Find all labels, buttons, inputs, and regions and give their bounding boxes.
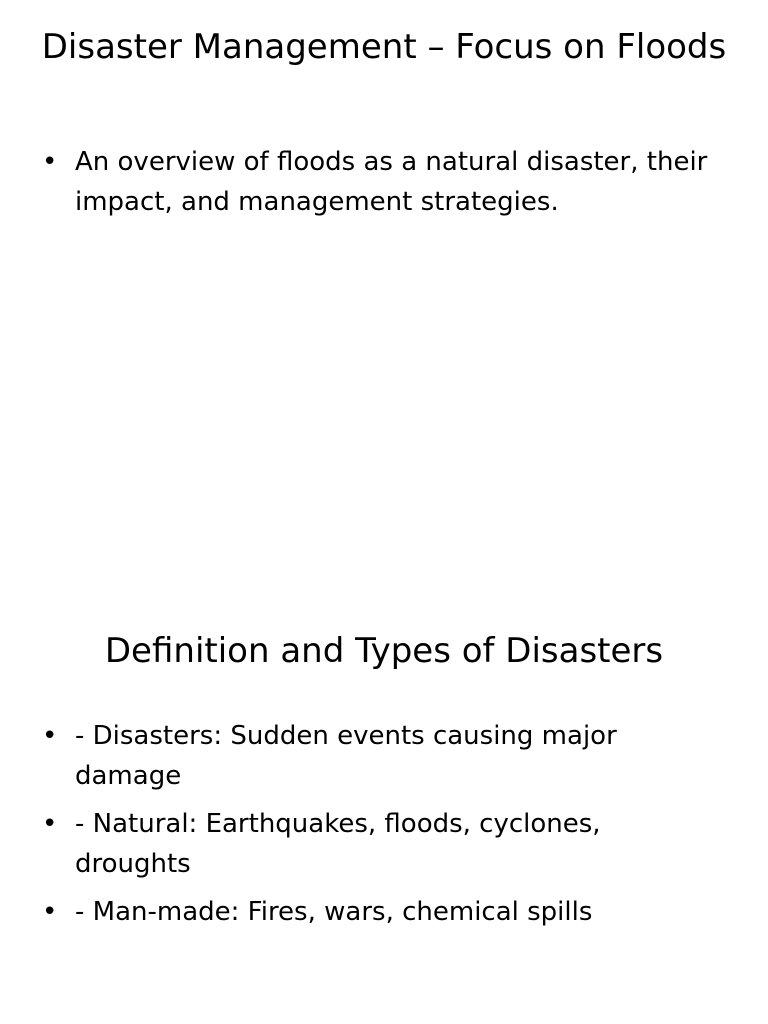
bullet-item xyxy=(42,804,722,884)
bullet-text: An overview of floods as a natural disaster, their impact, and management strategies. xyxy=(75,147,708,217)
bullet-item xyxy=(42,716,722,796)
bullet-item xyxy=(42,142,722,222)
bullet-icon: • xyxy=(42,721,58,751)
bullet-item xyxy=(42,892,722,932)
bullet-text: - Man-made: Fires, wars, chemical spills xyxy=(75,897,593,927)
bullet-icon: • xyxy=(42,147,58,177)
bullet-icon: • xyxy=(42,897,58,927)
slide-title: Definition and Types of Disasters xyxy=(104,631,664,671)
bullet-list xyxy=(42,716,722,940)
bullet-icon: • xyxy=(42,809,58,839)
bullet-text: - Disasters: Sudden events causing major damage xyxy=(75,721,617,791)
bullet-text: - Natural: Earthquakes, floods, cyclones, droughts xyxy=(75,809,601,879)
bullet-list xyxy=(42,142,722,230)
slide-2 xyxy=(0,512,768,1024)
slide-title: Disaster Management – Focus on Floods xyxy=(41,27,727,67)
